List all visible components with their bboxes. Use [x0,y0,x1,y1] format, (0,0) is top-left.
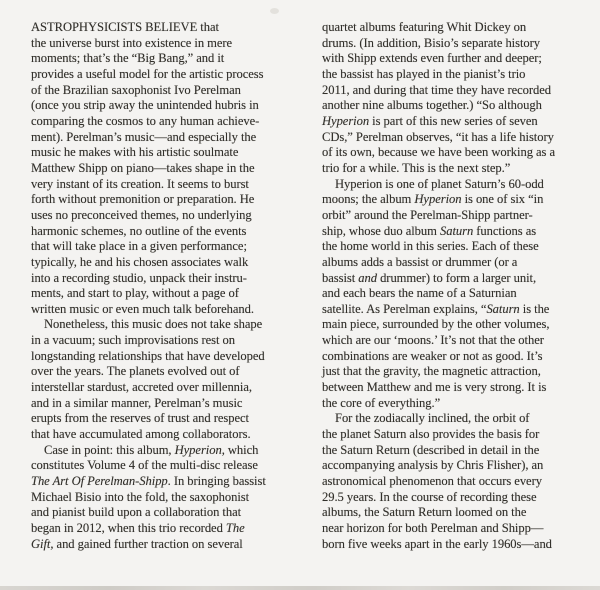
text-line: of the Brazilian saxophonist Ivo Perelman [31,82,241,97]
text-line: CDs,” Perelman observes, “it has a life history [322,129,554,144]
text-line: trio for a while. This is the next step.” [322,160,511,175]
text-column-left [31,20,296,552]
text-line: satellite. As Perelman explains, “Saturn is the [322,301,550,316]
text-line: between Matthew and me is very strong. It is [322,380,547,395]
text-line: and in a similar manner, Perelman’s music [31,395,243,410]
text-line: music he makes with his artistic soulmate [31,145,239,160]
text-line: 2011, and during that time they have recorded [322,82,552,97]
text-line: written music or even much talk beforehand. [31,301,254,316]
text-line: Matthew Shipp on piano—takes shape in the [31,160,255,175]
text-line: accompanying analysis by Chris Flisher), an [322,458,544,473]
text-line: began in 2012, when this trio recorded The [31,521,245,535]
text-line: that will take place in a given performance; [31,239,247,254]
text-line: drums. (In addition, Bisio’s separate history [322,35,541,50]
text-line: ship, whose duo album Saturn functions as [322,223,537,238]
text-line: the core of everything.” [322,395,441,410]
text-line: The Art Of Perelman-Shipp. In bringing bassist [31,474,266,489]
text-line: ASTROPHYSICISTS BELIEVE that [31,20,219,34]
text-line: longstanding relationships that have developed [31,348,265,363]
text-line: bassist and drummer) to form a larger unit, [322,270,537,285]
text-line: Nonetheless, this music does not take shape [44,317,263,332]
text-line: albums adds a bassist or drummer (or a [322,254,518,269]
text-line: provides a useful model for the artistic process [31,66,264,81]
text-line: and pianist build upon a collaboration that [31,505,242,520]
text-line: comparing the cosmos to any human achieve- [31,113,260,128]
text-line: over the years. The planets evolved out of [31,364,240,379]
text-line: typically, he and his chosen associates walk [31,254,249,269]
text-line: the home world in this series. Each of these [322,239,539,254]
text-line: Hyperion is part of this new series of seven [322,113,538,128]
text-line: another nine albums together.) “So although [322,98,542,113]
text-line: Michael Bisio into the fold, the saxophonist [31,489,250,504]
text-line: just that the gravity, the magnetic attraction, [322,364,541,379]
text-line: harmonic schemes, no outline of the events [31,223,247,238]
text-line: For the zodiacally inclined, the orbit of [335,411,530,426]
text-line: constitutes Volume 4 of the multi-disc release [31,458,258,473]
scan-smudge-mark [270,8,279,14]
text-line: and each bears the name of a Saturnian [322,286,517,301]
text-column-right [322,20,585,552]
text-line: orbit” around the Perelman-Shipp partner- [322,207,533,222]
text-line: with Shipp extends even further and deeper; [322,51,542,66]
text-line: very instant of its creation. It seems to burst [31,176,249,191]
text-line: into a recording studio, unpack their instru- [31,270,247,285]
text-line: ments, and start to play, without a page of [31,286,239,301]
text-line: forth without premonition or preparation. He [31,192,255,207]
text-line: moments; that’s the “Big Bang,” and it [31,51,225,66]
text-line: (once you strip away the unintended hubris in [31,98,259,113]
text-line: moons; the album Hyperion is one of six “in [322,192,544,207]
text-line: albums, the Saturn Return loomed on the [322,505,527,520]
text-line: uses no preconceived themes, no underlying [31,207,252,222]
two-column-text [31,20,585,552]
text-line: Case in point: this album, Hyperion, which [44,442,259,457]
text-line: which are our ‘moons.’ It’s not that the other [322,333,544,348]
text-line: that have accumulated among collaborators. [31,427,251,442]
text-line: combinations are weaker or not as good. It’s [322,348,543,363]
text-line: of its own, because we have been working as a [322,145,556,160]
text-line: Hyperion is one of planet Saturn’s 60-odd [335,176,544,191]
text-line: astronomical phenomenon that occurs every [322,474,542,489]
text-line: near horizon for both Perelman and Shipp— [322,521,544,535]
text-line: Gift, and gained further traction on several [31,536,243,551]
text-line: the planet Saturn also provides the basis for [322,427,540,442]
scan-bottom-edge [0,586,600,590]
text-line: born five weeks apart in the early 1960s—and [322,536,552,551]
text-line: interstellar stardust, accreted over millennia, [31,380,252,395]
text-line: the bassist has played in the pianist’s trio [322,66,526,81]
text-line: erupts from the reserves of trust and respect [31,411,249,426]
text-line: in a vacuum; such improvisations rest on [31,333,235,348]
text-line: the Saturn Return (described in detail in the [322,442,540,457]
text-line: ment). Perelman’s music—and especially the [31,129,257,144]
text-line: main piece, surrounded by the other volumes, [322,317,550,332]
text-line: the universe burst into existence in mere [31,35,233,50]
text-line: quartet albums featuring Whit Dickey on [322,20,527,34]
text-line: 29.5 years. In the course of recording these [322,489,537,504]
